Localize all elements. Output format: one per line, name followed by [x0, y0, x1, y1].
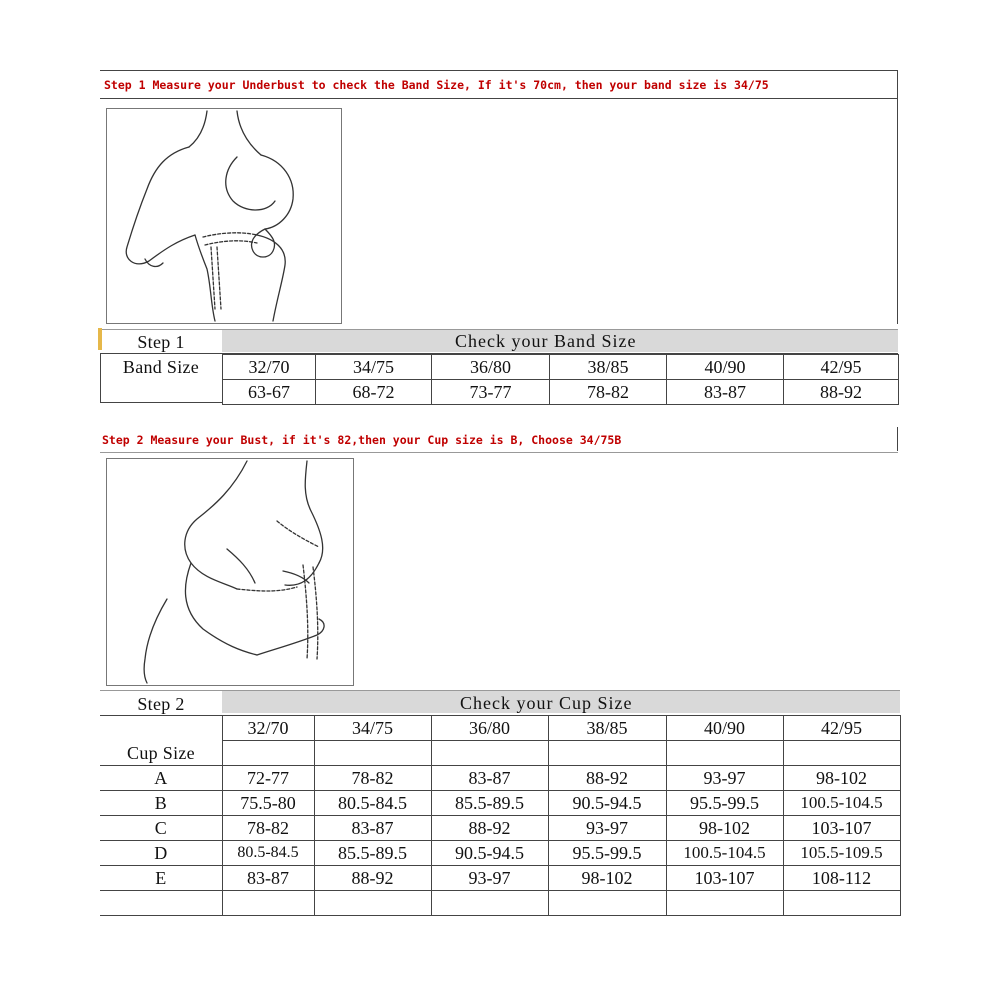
cup-size-table	[100, 715, 901, 916]
band-size-cell: 34/75	[316, 355, 432, 380]
bust-range-cell: 100.5-104.5	[666, 841, 783, 866]
divider	[100, 98, 898, 99]
band-size-cell: 40/90	[667, 355, 784, 380]
band-size-cell: 40/90	[666, 716, 783, 741]
band-size-table	[222, 354, 899, 405]
band-size-cell: 34/75	[314, 716, 431, 741]
step1-table-step-label: Step 1	[137, 331, 185, 352]
bust-range-cell: 88-92	[431, 816, 548, 841]
divider	[100, 402, 222, 403]
bust-range-cell: 72-77	[222, 766, 314, 791]
bust-range-cell: 93-97	[666, 766, 783, 791]
bust-range-cell: 78-82	[314, 766, 431, 791]
underbust-range-cell: 78-82	[550, 380, 667, 405]
cup-size-row-label: Cup Size	[127, 742, 195, 763]
bust-range-cell: 95.5-99.5	[548, 841, 666, 866]
band-size-cell: 36/80	[431, 716, 548, 741]
table-row	[100, 766, 900, 791]
bust-range-cell: 90.5-94.5	[548, 791, 666, 816]
band-size-cell: 36/80	[432, 355, 550, 380]
bust-range-cell: 78-82	[222, 816, 314, 841]
table-row	[100, 841, 900, 866]
divider	[897, 98, 898, 324]
figure-sketch	[107, 109, 341, 323]
band-size-cell: 32/70	[223, 355, 316, 380]
step1-instruction: Step 1 Measure your Underbust to check the Band Size, If it's 70cm, then your band size is 34/75	[104, 78, 769, 92]
empty-cell	[548, 891, 666, 916]
bust-range-cell: 93-97	[548, 816, 666, 841]
underbust-range-cell: 73-77	[432, 380, 550, 405]
empty-cell	[314, 891, 431, 916]
divider	[100, 70, 898, 71]
empty-cell	[314, 741, 431, 766]
bust-range-cell: 103-107	[783, 816, 900, 841]
empty-cell	[666, 891, 783, 916]
step1-table-title: Check your Band Size	[455, 331, 637, 351]
empty-cell	[222, 891, 314, 916]
bust-range-cell: 83-87	[431, 766, 548, 791]
band-size-cell: 38/85	[550, 355, 667, 380]
underbust-range-cell: 68-72	[316, 380, 432, 405]
cup-label-cell: C	[100, 816, 222, 841]
bust-range-cell: 103-107	[666, 866, 783, 891]
figure-sketch	[107, 459, 353, 685]
divider	[897, 70, 898, 100]
bust-range-cell: 85.5-89.5	[314, 841, 431, 866]
bust-range-cell: 75.5-80	[222, 791, 314, 816]
table-row	[100, 891, 900, 916]
bust-range-cell: 88-92	[314, 866, 431, 891]
divider	[100, 354, 101, 402]
bust-range-cell: 105.5-109.5	[783, 841, 900, 866]
empty-cell	[548, 741, 666, 766]
bust-measuring-illustration	[106, 458, 354, 686]
empty-cell	[666, 741, 783, 766]
empty-cell	[222, 741, 314, 766]
bust-range-cell: 80.5-84.5	[222, 841, 314, 866]
table-row	[100, 741, 900, 766]
band-size-cell: 42/95	[783, 716, 900, 741]
empty-cell	[100, 716, 222, 741]
table-row	[223, 380, 899, 405]
band-size-row-label: Band Size	[122, 356, 200, 377]
empty-cell	[431, 891, 548, 916]
empty-cell	[100, 741, 222, 766]
underbust-range-cell: 83-87	[667, 380, 784, 405]
cup-label-cell: D	[100, 841, 222, 866]
divider	[897, 427, 898, 451]
cup-label-cell: A	[100, 766, 222, 791]
divider	[100, 452, 898, 453]
bust-range-cell: 83-87	[314, 816, 431, 841]
step2-table-title: Check your Cup Size	[460, 693, 633, 713]
bust-range-cell: 88-92	[548, 766, 666, 791]
empty-cell	[431, 741, 548, 766]
cup-label-cell: B	[100, 791, 222, 816]
bust-range-cell: 90.5-94.5	[431, 841, 548, 866]
table-row	[223, 355, 899, 380]
empty-cell	[783, 741, 900, 766]
bust-range-cell: 85.5-89.5	[431, 791, 548, 816]
bust-range-cell: 98-102	[548, 866, 666, 891]
table-row	[100, 716, 900, 741]
band-size-cell: 38/85	[548, 716, 666, 741]
step2-instruction: Step 2 Measure your Bust, if it's 82,then your Cup size is B, Choose 34/75B	[102, 433, 622, 447]
bust-range-cell: 108-112	[783, 866, 900, 891]
step2-table-step-label: Step 2	[137, 693, 185, 714]
band-size-cell: 42/95	[784, 355, 899, 380]
table-row	[100, 816, 900, 841]
empty-cell	[783, 891, 900, 916]
bust-range-cell: 98-102	[783, 766, 900, 791]
cup-label-cell: E	[100, 866, 222, 891]
bust-range-cell: 100.5-104.5	[783, 791, 900, 816]
underbust-measuring-illustration	[106, 108, 342, 324]
underbust-range-cell: 63-67	[223, 380, 316, 405]
bust-range-cell: 80.5-84.5	[314, 791, 431, 816]
bust-range-cell: 83-87	[222, 866, 314, 891]
bust-range-cell: 93-97	[431, 866, 548, 891]
table-row	[100, 866, 900, 891]
table-row	[100, 791, 900, 816]
band-size-cell: 32/70	[222, 716, 314, 741]
bust-range-cell: 95.5-99.5	[666, 791, 783, 816]
underbust-range-cell: 88-92	[784, 380, 899, 405]
empty-cell	[100, 891, 222, 916]
bust-range-cell: 98-102	[666, 816, 783, 841]
